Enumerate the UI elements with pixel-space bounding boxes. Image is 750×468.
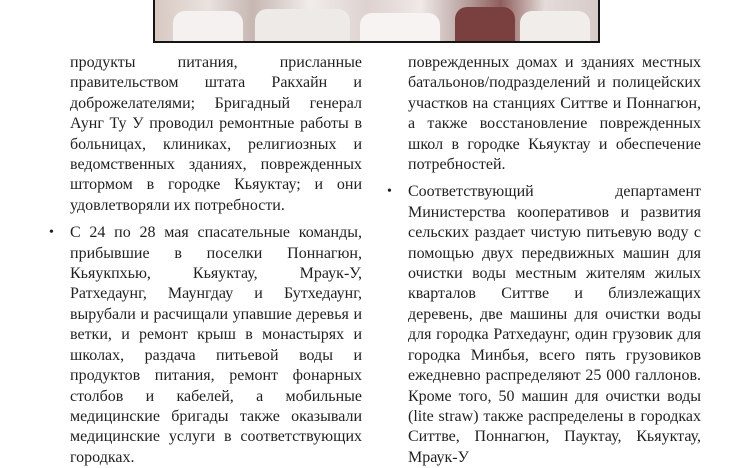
left-column <box>49 53 362 468</box>
person-figure <box>173 11 243 41</box>
right-column <box>387 53 701 468</box>
left-continuation-paragraph: продукты питания, присланные правительством штата Ракхайн и доброжелателями; Бригадный генерал Аунг Ту У проводил ремонтные работы в больницах, клиниках, религиозных и ведомственных зданиях, поврежденных штормом в городке Кьяуктау; и они удовлетворяли их потребности. <box>70 54 362 214</box>
person-figure <box>255 9 350 41</box>
person-figure <box>520 11 590 41</box>
left-bullet-item <box>49 223 362 468</box>
photo-strip <box>153 0 600 43</box>
person-figure <box>455 7 515 41</box>
person-figure <box>360 13 440 41</box>
right-bullet-item <box>387 182 701 468</box>
bullet-marker: • <box>387 184 392 200</box>
right-bullet-text: Соответствующий департамент Министерства кооперативов и развития сельских раздает чистую питьевую воду с помощью двух передвижных машин для очистки воды местным жителям жилых кварталов Ситтве и близлежащих деревень, две машины для очистки воды для городка Ратхедаунг, один грузовик для городка Минбья, всего пять грузовиков ежедневно распределяют 25 000 галлонов. Кроме того, 50 машин для очистки воды (lite straw) также распределены в городках Ситтве, Поннагюн, Пауктау, Кьяуктау, Мраук-У <box>408 183 701 466</box>
right-continuation-paragraph: поврежденных домах и зданиях местных батальонов/подразделений и полицейских участков на станциях Ситтве и Поннагюн, а также восстановление поврежденных школ в городке Кьяуктау и обеспечение потребностей. <box>408 54 701 174</box>
left-bullet-text: С 24 по 28 мая спасательные команды, прибывшие в поселки Поннагюн, Кьяукпхью, Кьяуктау, Мраук-У, Ратхедаунг, Маунгдау и Бутхедаунг, вырубали и расчищали упавшие деревья и ветки, и ремонт крыш в монастырях и школах, раздача питьевой воды и продуктов питания, ремонт фонарных столбов и кабелей, а мобильные медицинские бригады также оказывали медицинские услуги в соответствующих городках. <box>70 224 362 466</box>
bullet-marker: • <box>49 225 54 241</box>
